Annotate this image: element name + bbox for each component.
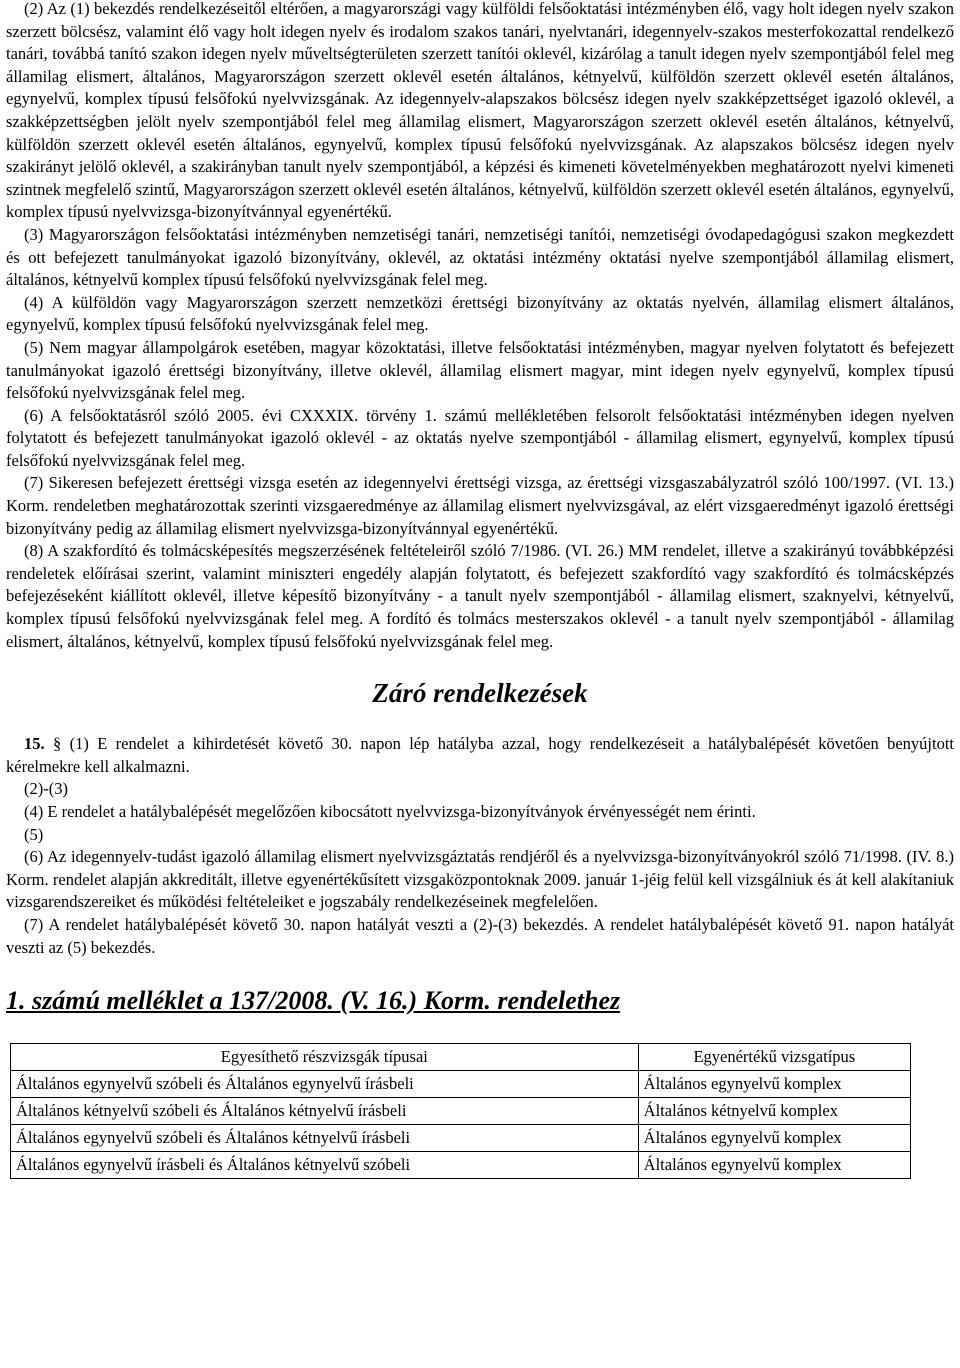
section-15-paragraph-4: (4) E rendelet a hatálybalépését megelőzően kibocsátott nyelvvizsga-bizonyítványok érvényességét nem érinti. (24, 802, 756, 821)
paragraph-8: (8) A szakfordító és tolmácsképesítés megszerzésének feltételeiről szóló 7/1986. (VI. 26.) MM rendelet, illetve a szakirányú továbbképzési rendeletek előírásai szerint, valamint miniszteri engedély alapján folytatott, és befejezett szakfordító vagy szakfordító és tolmácsképzés befejezéseként kiállított oklevél, illetve képesítő bizonyítvány - a tanult nyelv szempontjából - államilag elismert, szaknyelvi, kétnyelvű, komplex típusú felsőfokú nyelvvizsgának felel meg. A fordító és tolmács mesterszakos oklevél - a tanult nyelv szempontjából - államilag elismert, általános, kétnyelvű, komplex típusú felsőfokú nyelvvizsgának felel meg. (6, 541, 954, 651)
annex-table (10, 1043, 911, 1179)
document-page (6, 0, 954, 1179)
closing-provisions-heading: Záró rendelkezések (372, 678, 588, 709)
table-cell: Általános egynyelvű írásbeli és Általános kétnyelvű szóbeli (11, 1152, 639, 1179)
section-symbol: § (53, 734, 62, 754)
table-row (11, 1152, 911, 1179)
table-header-cell: Egyesíthető részvizsgák típusai (11, 1044, 639, 1071)
table-header-cell: Egyenértékű vizsgatípus (638, 1044, 910, 1071)
section-number: 15. (24, 734, 45, 754)
section-15-paragraph-1 (6, 733, 954, 778)
table-cell: Általános egynyelvű szóbeli és Általános egynyelvű írásbeli (11, 1071, 639, 1098)
section-15-text-1: (1) E rendelet a kihirdetését követő 30. napon lép hatályba azzal, hogy rendelkezéseit a hatálybalépését követően benyújtott kérelmekre kell alkalmazni. (6, 734, 954, 776)
table-cell: Általános egynyelvű komplex (638, 1125, 910, 1152)
paragraph-7: (7) Sikeresen befejezett érettségi vizsga esetén az idegennyelvi érettségi vizsga, az érettségi vizsgaszabályzatról szóló 100/1997. (VI. 13.) Korm. rendeletben meghatározottak szerinti vizsgaeredménye az államilag elismert nyelvvizsgával, az elért vizsgaeredményt igazoló érettségi bizonyítvány pedig az államilag elismert nyelvvizsga-bizonyítvánnyal egyenértékű. (6, 473, 954, 538)
paragraph-2: (2) Az (1) bekezdés rendelkezéseitől eltérően, a magyarországi vagy külföldi felsőoktatási intézményben élő, vagy holt idegen nyelv szakon szerzett bölcsész, valamint élő vagy holt idegen nyelv és irodalom szakos tanári, nyelvtanári, idegennyelv-szakos mesterfokozattal rendelkező tanári, továbbá tanító szakon idegen nyelv műveltségterületen szerzett tanítói oklevél, kizárólag a tanult idegen nyelv szempontjából felel meg államilag elismert, általános, Magyarországon szerzett oklevél esetén általános, kétnyelvű, külföldön szerzett oklevél esetén általános, egynyelvű, komplex típusú felsőfokú nyelvvizsgának. Az idegennyelv-alapszakos bölcsész idegen nyelv szakképzettséget igazoló oklevél, a szakképzettségben jelölt nyelv szempontjából felel meg államilag elismert, Magyarországon szerzett oklevél esetén általános, kétnyelvű, külföldön szerzett oklevél esetén általános, egynyelvű, komplex típusú felsőfokú nyelvvizsgának. Az alapszakos bölcsész idegen nyelv szakirányt jelölő oklevél, a szakirányban tanult nyelv szempontjából, a képzési és kimeneti követelményekben meghatározott nyelvi kimeneti szintnek megfelelő szintű, Magyarországon szerzett oklevél esetén általános, kétnyelvű, külföldön szerzett oklevél esetén általános, egynyelvű, komplex típusú nyelvvizsga-bizonyítvánnyal egyenértékű. (6, 0, 954, 222)
table-cell: Általános egynyelvű szóbeli és Általános kétnyelvű írásbeli (11, 1125, 639, 1152)
section-15-paragraph-6: (6) Az idegennyelv-tudást igazoló államilag elismert nyelvvizsgáztatás rendjéről és a nyelvvizsga-bizonyítványokról szóló 71/1998. (IV. 8.) Korm. rendelet alapján akkreditált, illetve egyenértékűsített vizsgaközpontoknak 2009. január 1-jéig felül kell vizsgálniuk és át kell alakítaniuk vizsgarendszereiket és működési feltételeiket e jogszabály rendelkezéseinek megfelelően. (6, 847, 954, 912)
paragraph-6: (6) A felsőoktatásról szóló 2005. évi CXXXIX. törvény 1. számú mellékletében felsorolt felsőoktatási intézményben idegen nyelven folytatott és befejezett tanulmányokat igazoló oklevél - az oktatás nyelve szempontjából - államilag elismert, egynyelvű, komplex típusú felsőfokú nyelvvizsgának felel meg. (6, 405, 954, 470)
table-cell: Általános egynyelvű komplex (638, 1152, 910, 1179)
paragraph-5: (5) Nem magyar állampolgárok esetében, magyar közoktatási, illetve felsőoktatási intézményben, magyar nyelven folytatott és befejezett tanulmányokat igazoló érettségi bizonyítvány, illetve oklevél, államilag elismert magyar, mint idegen nyelv egynyelvű, komplex típusú felsőfokú nyelvvizsgának felel meg. (6, 337, 954, 403)
table-header-row (11, 1044, 911, 1071)
table-cell: Általános egynyelvű komplex (638, 1071, 910, 1098)
annex-title: 1. számú melléklet a 137/2008. (V. 16.) Korm. rendelethez (6, 986, 621, 1016)
table-row (11, 1125, 911, 1152)
section-15-paragraph-2: (2)-(3) (24, 779, 68, 799)
paragraph-4: (4) A külföldön vagy Magyarországon szerzett nemzetközi érettségi bizonyítvány az oktatás nyelvén, államilag elismert általános, egynyelvű, komplex típusú felsőfokú nyelvvizsgának felel meg. (6, 292, 954, 335)
table-cell: Általános kétnyelvű komplex (638, 1098, 910, 1125)
paragraph-3: (3) Magyarországon felsőoktatási intézményben nemzetiségi tanári, nemzetiségi tanítói, nemzetiségi óvodapedagógusi szakon megkezdett és ott befejezett tanulmányokat igazoló bizonyítvány, oklevél, az oktatási intézmény oktatási nyelve szempontjából államilag elismert, általános, kétnyelvű komplex típusú felsőfokú nyelvvizsgának felel meg. (6, 224, 954, 290)
table-row (11, 1098, 911, 1125)
section-15-paragraph-5: (5) (24, 824, 44, 844)
table-row (11, 1071, 911, 1098)
table-cell: Általános kétnyelvű szóbeli és Általános kétnyelvű írásbeli (11, 1098, 639, 1125)
section-15-paragraph-7: (7) A rendelet hatálybalépését követő 30. napon hatályát veszti a (2)-(3) bekezdés. A rendelet hatálybalépését követő 91. napon hatályát veszti az (5) bekezdés. (6, 914, 954, 957)
